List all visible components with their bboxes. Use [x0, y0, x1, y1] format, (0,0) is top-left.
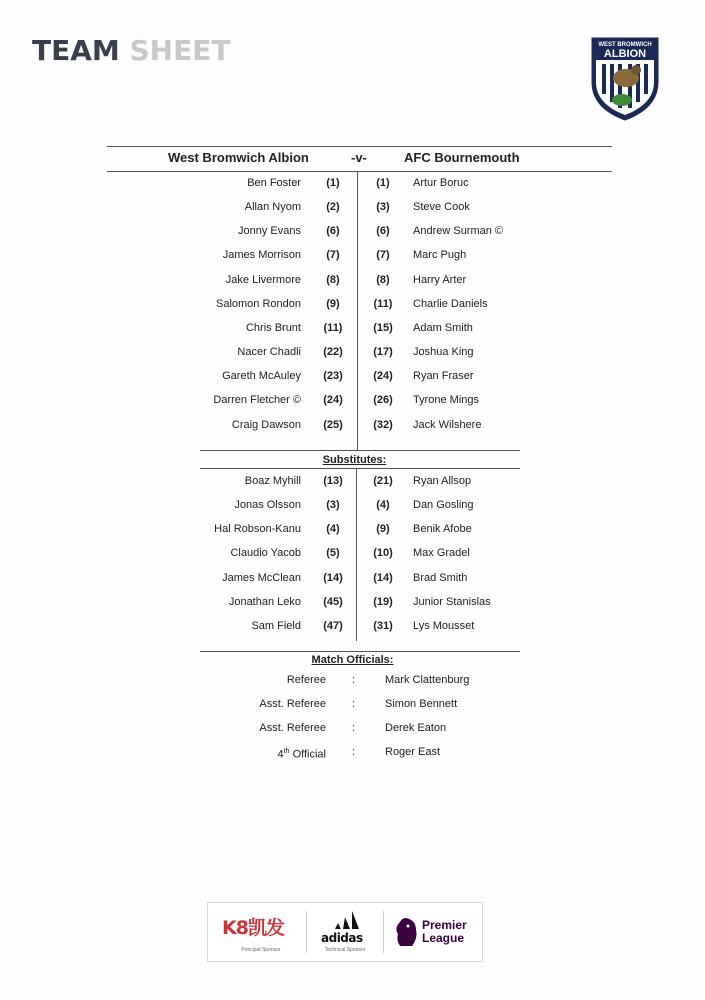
substitutes-heading: Substitutes:: [322, 454, 387, 466]
home-player: Darren Fletcher ©: [213, 394, 301, 406]
sponsor-bar: [207, 902, 483, 962]
principal-sponsor-logo: K8凯发: [222, 917, 284, 939]
home-sub: Jonathan Leko: [228, 596, 301, 608]
header-top-rule: [107, 146, 612, 147]
home-number: (25): [323, 419, 343, 431]
home-team-name: West Bromwich Albion: [168, 150, 309, 165]
official-name: Derek Eaton: [385, 722, 447, 734]
away-number: (4): [376, 499, 390, 511]
official-name: Simon Bennett: [385, 698, 458, 710]
official-role: Asst. Referee: [259, 698, 326, 710]
home-player: Jake Livermore: [225, 274, 301, 286]
home-sub: James McClean: [222, 572, 301, 584]
away-team-name: AFC Bournemouth: [404, 150, 520, 165]
officials-heading: Match Officials:: [311, 654, 394, 666]
premier-league-lion-icon: [392, 916, 420, 948]
home-number: (9): [326, 298, 340, 310]
home-sub: Jonas Olsson: [234, 499, 301, 511]
lineup-row: [0, 345, 705, 359]
away-player: Joshua King: [413, 346, 474, 358]
league-line2: League: [422, 931, 465, 945]
lineup-row: [0, 369, 705, 383]
lineup-row: [0, 393, 705, 407]
away-number: (21): [373, 475, 393, 487]
home-number: (23): [323, 370, 343, 382]
home-number: (6): [326, 225, 340, 237]
league-logo-text: [422, 919, 467, 945]
official-name: Roger East: [385, 746, 441, 758]
official-role-number: 4: [277, 748, 284, 761]
sub-row: [0, 498, 705, 512]
away-number: (31): [373, 620, 393, 632]
club-crest-logo: [588, 34, 662, 122]
home-number: (3): [326, 499, 340, 511]
home-number: (47): [323, 620, 343, 632]
lineup-row: [0, 418, 705, 432]
home-player: Salomon Rondon: [215, 298, 301, 310]
officials-top-rule: [200, 651, 520, 652]
home-number: (22): [323, 346, 343, 358]
official-row: [0, 697, 705, 711]
lineup-row: [0, 248, 705, 262]
sub-row: [0, 522, 705, 536]
crest-line2: ALBION: [603, 48, 647, 60]
away-player: Andrew Surman ©: [413, 225, 504, 237]
home-sub: Hal Robson-Kanu: [214, 523, 301, 535]
away-player: Ryan Fraser: [413, 370, 474, 382]
subs-top-rule: [200, 450, 520, 451]
away-player: Steve Cook: [413, 201, 470, 213]
away-player: Harry Arter: [413, 274, 467, 286]
home-number: (24): [323, 394, 343, 406]
league-line1: Premier: [422, 918, 467, 932]
home-number: (5): [326, 547, 340, 559]
away-number: (26): [373, 394, 393, 406]
technical-sponsor-logo: adidas: [321, 931, 363, 945]
away-sub: Junior Stanislas: [413, 596, 491, 608]
official-name: Mark Clattenburg: [385, 674, 470, 686]
away-number: (14): [373, 572, 393, 584]
away-number: (32): [373, 419, 393, 431]
away-number: (9): [376, 523, 390, 535]
away-number: (10): [373, 547, 393, 559]
official-role: [278, 745, 326, 762]
home-player: Allan Nyom: [244, 201, 301, 213]
home-sub: Sam Field: [251, 620, 301, 632]
sub-row: [0, 474, 705, 488]
header-bottom-rule: [107, 171, 612, 172]
home-player: Gareth McAuley: [222, 370, 301, 382]
sponsor-separator: [383, 911, 384, 953]
crest-line1: WEST BROMWICH: [598, 42, 652, 48]
adidas-logo-icon: [332, 911, 362, 929]
away-sub: Brad Smith: [413, 572, 468, 584]
page-title: [32, 34, 230, 67]
away-number: (11): [373, 298, 393, 310]
home-sub: Claudio Yacob: [230, 547, 301, 559]
official-colon: :: [352, 674, 356, 686]
away-player: Adam Smith: [413, 322, 473, 334]
home-player: Chris Brunt: [245, 322, 301, 334]
away-number: (8): [376, 274, 390, 286]
away-sub: Lys Mousset: [413, 620, 475, 632]
away-number: (19): [373, 596, 393, 608]
official-colon: :: [352, 698, 356, 710]
home-number: (2): [326, 201, 340, 213]
official-role: Referee: [286, 674, 326, 686]
title-team: TEAM: [32, 34, 120, 67]
away-sub: Ryan Allsop: [413, 475, 472, 487]
versus-label: -v-: [351, 150, 367, 165]
home-number: (13): [323, 475, 343, 487]
sub-row: [0, 571, 705, 585]
away-sub: Dan Gosling: [413, 499, 474, 511]
away-number: (3): [376, 201, 390, 213]
home-number: (1): [326, 177, 340, 189]
away-player: Charlie Daniels: [413, 298, 488, 310]
lineup-row: [0, 297, 705, 311]
technical-sponsor-label: Technical Sponsor: [324, 947, 366, 953]
home-player: James Morrison: [222, 249, 301, 261]
home-number: (7): [326, 249, 340, 261]
official-role-text: Official: [289, 748, 326, 761]
away-player: Jack Wilshere: [413, 419, 482, 431]
away-number: (15): [373, 322, 393, 334]
home-number: (45): [323, 596, 343, 608]
away-player: Artur Boruc: [413, 177, 469, 189]
away-number: (17): [373, 346, 393, 358]
official-role: Asst. Referee: [259, 722, 326, 734]
official-row: [0, 745, 705, 759]
home-number: (4): [326, 523, 340, 535]
sub-row: [0, 595, 705, 609]
away-number: (6): [376, 225, 390, 237]
home-player: Ben Foster: [247, 177, 301, 189]
lineup-row: [0, 224, 705, 238]
official-colon: :: [352, 746, 356, 758]
sub-row: [0, 619, 705, 633]
away-player: Marc Pugh: [413, 249, 467, 261]
subs-bottom-rule: [200, 468, 520, 469]
lineup-row: [0, 321, 705, 335]
lineup-row: [0, 200, 705, 214]
away-sub: Benik Afobe: [413, 523, 472, 535]
lineup-row: [0, 273, 705, 287]
home-number: (11): [323, 322, 343, 334]
away-sub: Max Gradel: [413, 547, 470, 559]
away-number: (24): [373, 370, 393, 382]
away-player: Tyrone Mings: [413, 394, 480, 406]
away-number: (1): [376, 177, 390, 189]
official-row: [0, 673, 705, 687]
away-number: (7): [376, 249, 390, 261]
home-player: Jonny Evans: [238, 225, 301, 237]
official-colon: :: [352, 722, 356, 734]
official-role-suffix: th: [283, 748, 290, 755]
principal-sponsor-label: Principal Sponsor: [241, 947, 281, 953]
lineup-row: [0, 176, 705, 190]
home-number: (14): [323, 572, 343, 584]
home-number: (8): [326, 274, 340, 286]
home-sub: Boaz Myhill: [244, 475, 301, 487]
title-sheet: SHEET: [129, 34, 231, 67]
home-player: Craig Dawson: [231, 419, 301, 431]
home-player: Nacer Chadli: [237, 346, 301, 358]
sub-row: [0, 546, 705, 560]
official-row: [0, 721, 705, 735]
